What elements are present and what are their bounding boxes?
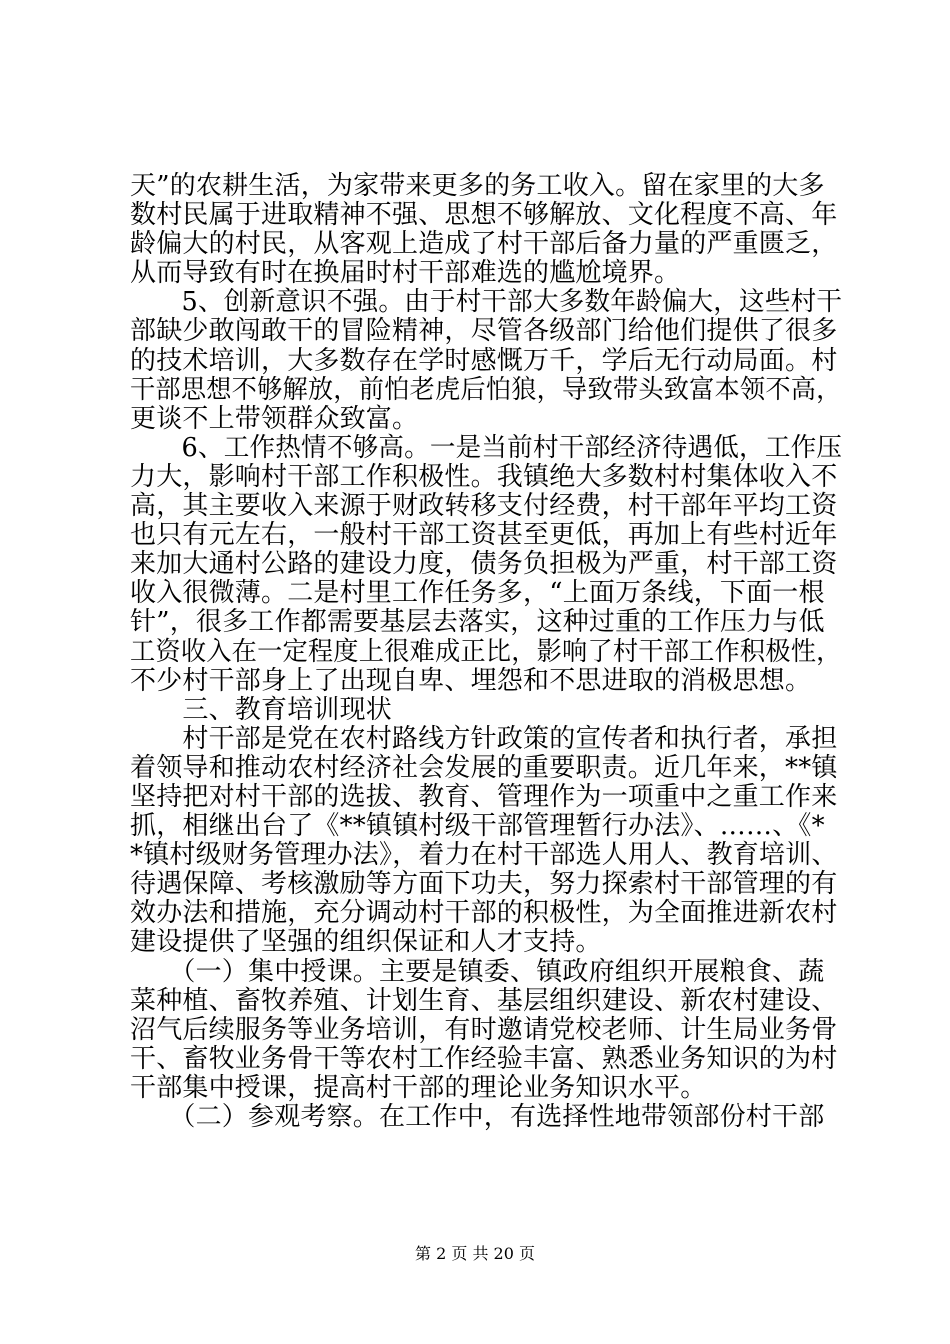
text-line: （一）集中授课。主要是镇委、镇政府组织开展粮食、蔬 <box>130 956 825 987</box>
text-line: 着领导和推动农村经济社会发展的重要职责。近几年来，**镇 <box>130 752 838 783</box>
text-line: 针”，很多工作都需要基层去落实，这种过重的工作压力与低 <box>130 607 825 638</box>
text-line: 部缺少敢闯敢干的冒险精神，尽管各级部门给他们提供了很多 <box>130 316 838 347</box>
text-line: 高，其主要收入来源于财政转移支付经费，村干部年平均工资 <box>130 491 838 522</box>
text-line: 6、工作热情不够高。一是当前村干部经济待遇低，工作压 <box>130 432 843 463</box>
text-line: 三、教育培训现状 <box>130 694 393 725</box>
text-line: 力大，影响村干部工作积极性。我镇绝大多数村村集体收入不 <box>130 461 838 492</box>
text-line: 干、畜牧业务骨干等农村工作经验丰富、熟悉业务知识的为村 <box>130 1043 838 1074</box>
text-line: 数村民属于进取精神不强、思想不够解放、文化程度不高、年 <box>130 200 838 231</box>
text-line: 工资收入在一定程度上很难成正比，影响了村干部工作积极性， <box>130 636 842 667</box>
text-line: 的技术培训，大多数存在学时感慨万千，学后无行动局面。村 <box>130 345 838 376</box>
body-text <box>130 172 842 1132</box>
text-line: （二）参观考察。在工作中，有选择性地带领部份村干部 <box>130 1102 825 1132</box>
text-line: 不少村干部身上了出现自卑、埋怨和不思进取的消极思想。 <box>130 665 812 696</box>
text-line: 沼气后续服务等业务培训，有时邀请党校老师、计生局业务骨 <box>130 1014 838 1045</box>
page-footer: 第 2 页 共 20 页 <box>415 1244 535 1263</box>
text-line: 来加大通村公路的建设力度，债务负担极为严重，村干部工资 <box>130 549 838 580</box>
text-line: 龄偏大的村民，从客观上造成了村干部后备力量的严重匮乏， <box>130 229 838 260</box>
text-line: 菜种植、畜牧养殖、计划生育、基层组织建设、新农村建设、 <box>130 985 838 1016</box>
text-line: 干部思想不够解放，前怕老虎后怕狼，导致带头致富本领不高， <box>130 374 842 405</box>
text-line: 从而导致有时在换届时村干部难选的尴尬境界。 <box>130 258 681 289</box>
text-line: 天”的农耕生活，为家带来更多的务工收入。留在家里的大多 <box>130 171 825 201</box>
text-line: 5、创新意识不强。由于村干部大多数年龄偏大，这些村干 <box>130 287 843 318</box>
text-line: 村干部是党在农村路线方针政策的宣传者和执行者，承担 <box>130 723 838 754</box>
text-line: 待遇保障、考核激励等方面下功夫，努力探索村干部管理的有 <box>130 869 838 900</box>
text-line: 坚持把对村干部的选拔、教育、管理作为一项重中之重工作来 <box>130 781 838 812</box>
text-line: 也只有元左右，一般村干部工资甚至更低，再加上有些村近年 <box>130 520 838 551</box>
text-line: 建设提供了坚强的组织保证和人才支持。 <box>130 927 602 958</box>
text-line: 更谈不上带领群众致富。 <box>130 403 419 434</box>
text-line: 干部集中授课，提高村干部的理论业务知识水平。 <box>130 1072 707 1103</box>
text-line: 抓，相继出台了《**镇镇村级干部管理暂行办法》、……、《* <box>130 811 825 842</box>
text-line: 收入很微薄。二是村里工作任务多，“上面万条线，下面一根 <box>130 578 825 609</box>
text-line: *镇村级财务管理办法》，着力在村干部选人用人、教育培训、 <box>130 840 838 871</box>
text-line: 效办法和措施，充分调动村干部的积极性，为全面推进新农村 <box>130 898 838 929</box>
